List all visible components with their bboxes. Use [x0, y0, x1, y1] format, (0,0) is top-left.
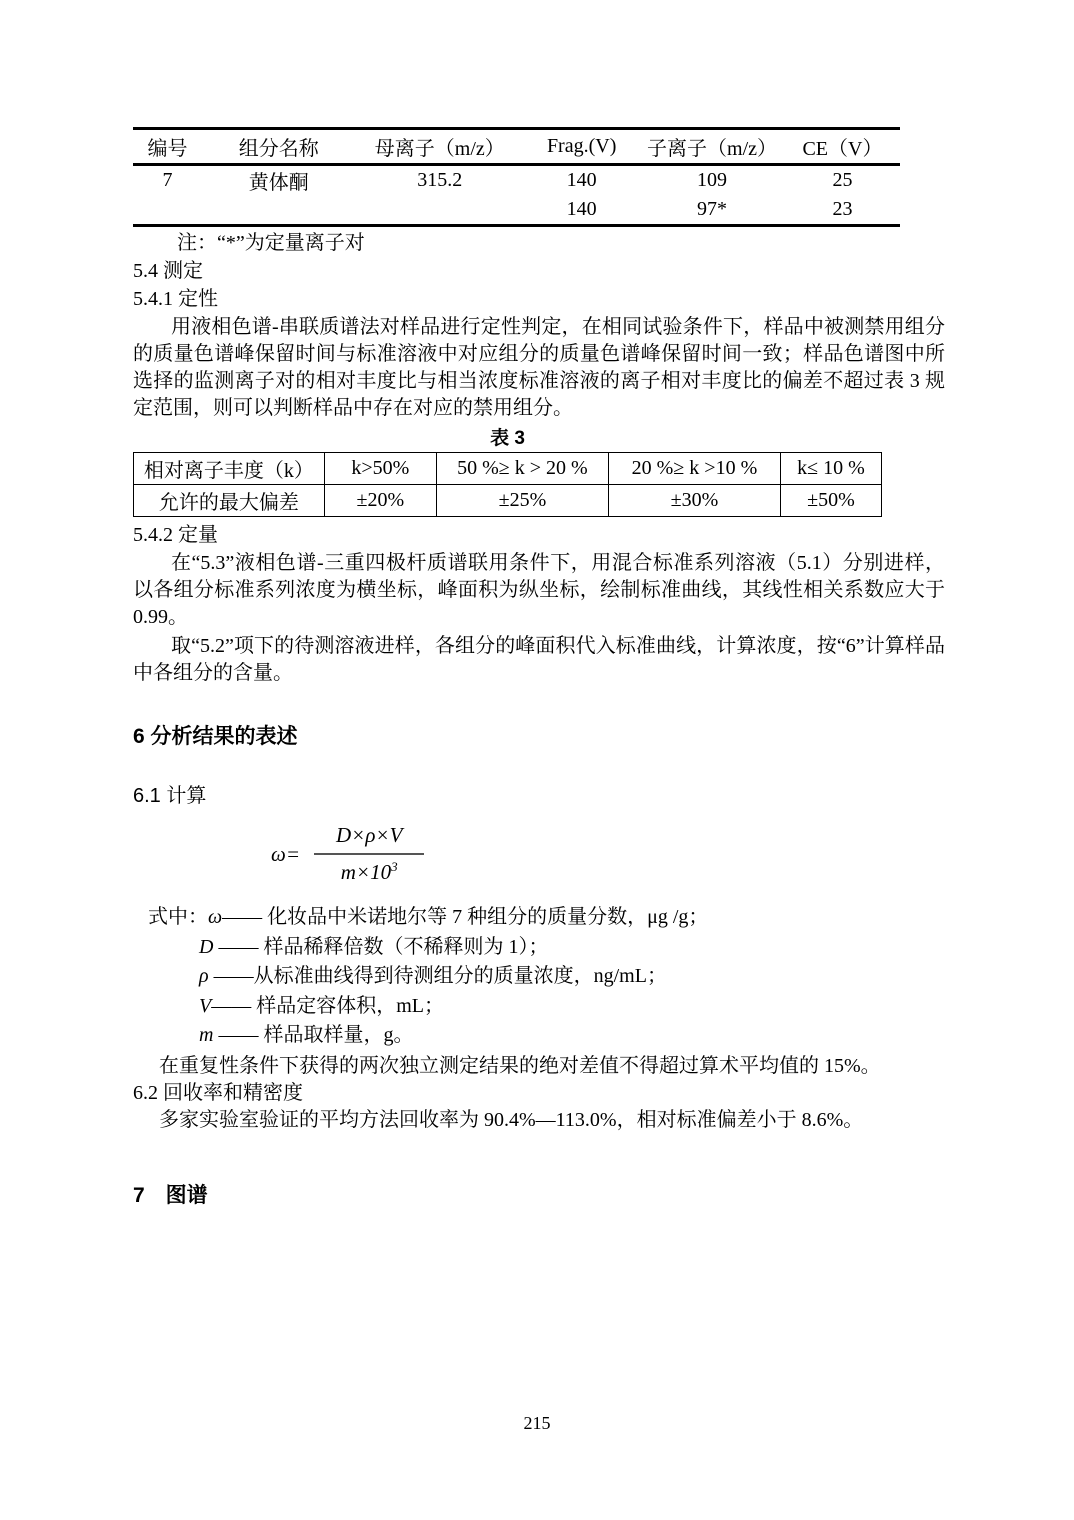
formula-denominator: $m\times 10^3$ [340, 859, 398, 884]
tolerance-value-4: ±50% [780, 485, 881, 517]
heading-5-4: 5.4 测定 [133, 260, 203, 282]
page-number: 215 [523, 1413, 551, 1433]
tolerance-table [133, 452, 882, 517]
tolerance-range-1: k>50% [324, 453, 436, 485]
ion-table-header-row [133, 129, 900, 165]
col-header-parent-ion: 母离子（m/z） [355, 129, 524, 165]
cell-parent-ion [355, 195, 524, 226]
table-row [133, 195, 900, 226]
heading-5-4-2: 5.4.2 定量 [133, 524, 218, 546]
cell-id [133, 195, 202, 226]
table-note: 注：“*”为定量离子对 [177, 232, 365, 254]
formula-numerator: D×ρ×V [314, 823, 424, 855]
tolerance-value-2: ±25% [436, 485, 608, 517]
table-row [133, 165, 900, 196]
col-header-product-ion: 子离子（m/z） [639, 129, 785, 165]
cell-product-ion: 109 [697, 169, 728, 191]
term-d: D —— 样品稀释倍数（不稀释则为 1）； [199, 935, 549, 958]
term-m: m —— 样品取样量，g。 [199, 1024, 414, 1046]
tolerance-row-label: 允许的最大偏差 [134, 485, 325, 517]
heading-7: 7 图谱 [133, 1183, 208, 1207]
formula [271, 823, 945, 885]
tolerance-range-4: k≤ 10 % [780, 453, 881, 485]
page-content [133, 127, 945, 1210]
cell-frag: 140 [566, 198, 597, 220]
heading-6: 6 分析结果的表述 [133, 725, 298, 748]
heading-5-4-1: 5.4.1 定性 [133, 288, 218, 310]
cell-product-ion: 97* [697, 198, 728, 220]
term-omega: 式中：ω—— 化妆品中米诺地尔等 7 种组分的质量分数，μg /g； [148, 906, 709, 928]
table3-caption: 表 3 [490, 428, 525, 449]
cell-frag: 140 [566, 169, 597, 191]
cell-id: 7 [162, 169, 173, 191]
col-header-frag: Frag.(V) [524, 129, 639, 165]
cell-component: 黄体酮 [248, 172, 309, 194]
formula-exponent: 3 [391, 859, 398, 874]
cell-parent-ion: 315.2 [417, 169, 463, 191]
tolerance-header-row [134, 453, 882, 485]
cell-ce: 23 [832, 198, 853, 220]
tolerance-range-3: 20 %≥ k >10 % [608, 453, 780, 485]
heading-6-1: 6.1 计算 [133, 785, 207, 807]
paragraph-quantitative-1: 在“5.3”液相色谱-三重四极杆质谱联用条件下，用混合标准系列溶液（5.1）分别进样，以各组分标准系列浓度为横坐标，峰面积为纵坐标，绘制标准曲线，其线性相关系数应大于 0.99。 [133, 552, 945, 628]
tolerance-header-label: 相对离子丰度（k） [134, 453, 325, 485]
formula-lhs: ω= [271, 841, 300, 866]
cell-component [202, 195, 355, 226]
terms-intro: 式中： [148, 906, 208, 928]
heading-6-2: 6.2 回收率和精密度 [133, 1081, 303, 1104]
col-header-ce: CE（V） [785, 129, 900, 165]
tolerance-range-2: 50 %≥ k > 20 % [436, 453, 608, 485]
paragraph-quantitative-2: 取“5.2”项下的待测溶液进样，各组分的峰面积代入标准曲线，计算浓度，按“6”计算样品中各组分的含量。 [133, 635, 945, 684]
col-header-component: 组分名称 [202, 129, 355, 165]
formula-terms [133, 903, 945, 1051]
recovery-statement: 多家实验室验证的平均方法回收率为 90.4%—113.0%，相对标准偏差小于 8.6%。 [159, 1108, 864, 1131]
tolerance-value-3: ±30% [608, 485, 780, 517]
term-v: V—— 样品定容体积，mL； [199, 994, 444, 1017]
term-rho: ρ ——从标准曲线得到待测组分的质量浓度，ng/mL； [199, 965, 667, 987]
tolerance-value-1: ±20% [324, 485, 436, 517]
paragraph-qualitative: 用液相色谱-串联质谱法对样品进行定性判定，在相同试验条件下，样品中被测禁用组分的质量色谱峰保留时间与标准溶液中对应组分的质量色谱峰保留时间一致；样品色谱图中所选择的监测离子对的相对丰度比与相当浓度标准溶液的离子相对丰度比的偏差不超过表 3 规定范围，则可以判断样品中存在对应的禁用组分。 [133, 316, 945, 419]
formula-fraction [314, 823, 424, 885]
tolerance-value-row [134, 485, 882, 517]
cell-ce: 25 [832, 169, 853, 191]
ion-parameters-table [133, 127, 900, 227]
col-header-id: 编号 [133, 129, 202, 165]
repeatability-statement: 在重复性条件下获得的两次独立测定结果的绝对差值不得超过算术平均值的 15%。 [159, 1054, 881, 1077]
